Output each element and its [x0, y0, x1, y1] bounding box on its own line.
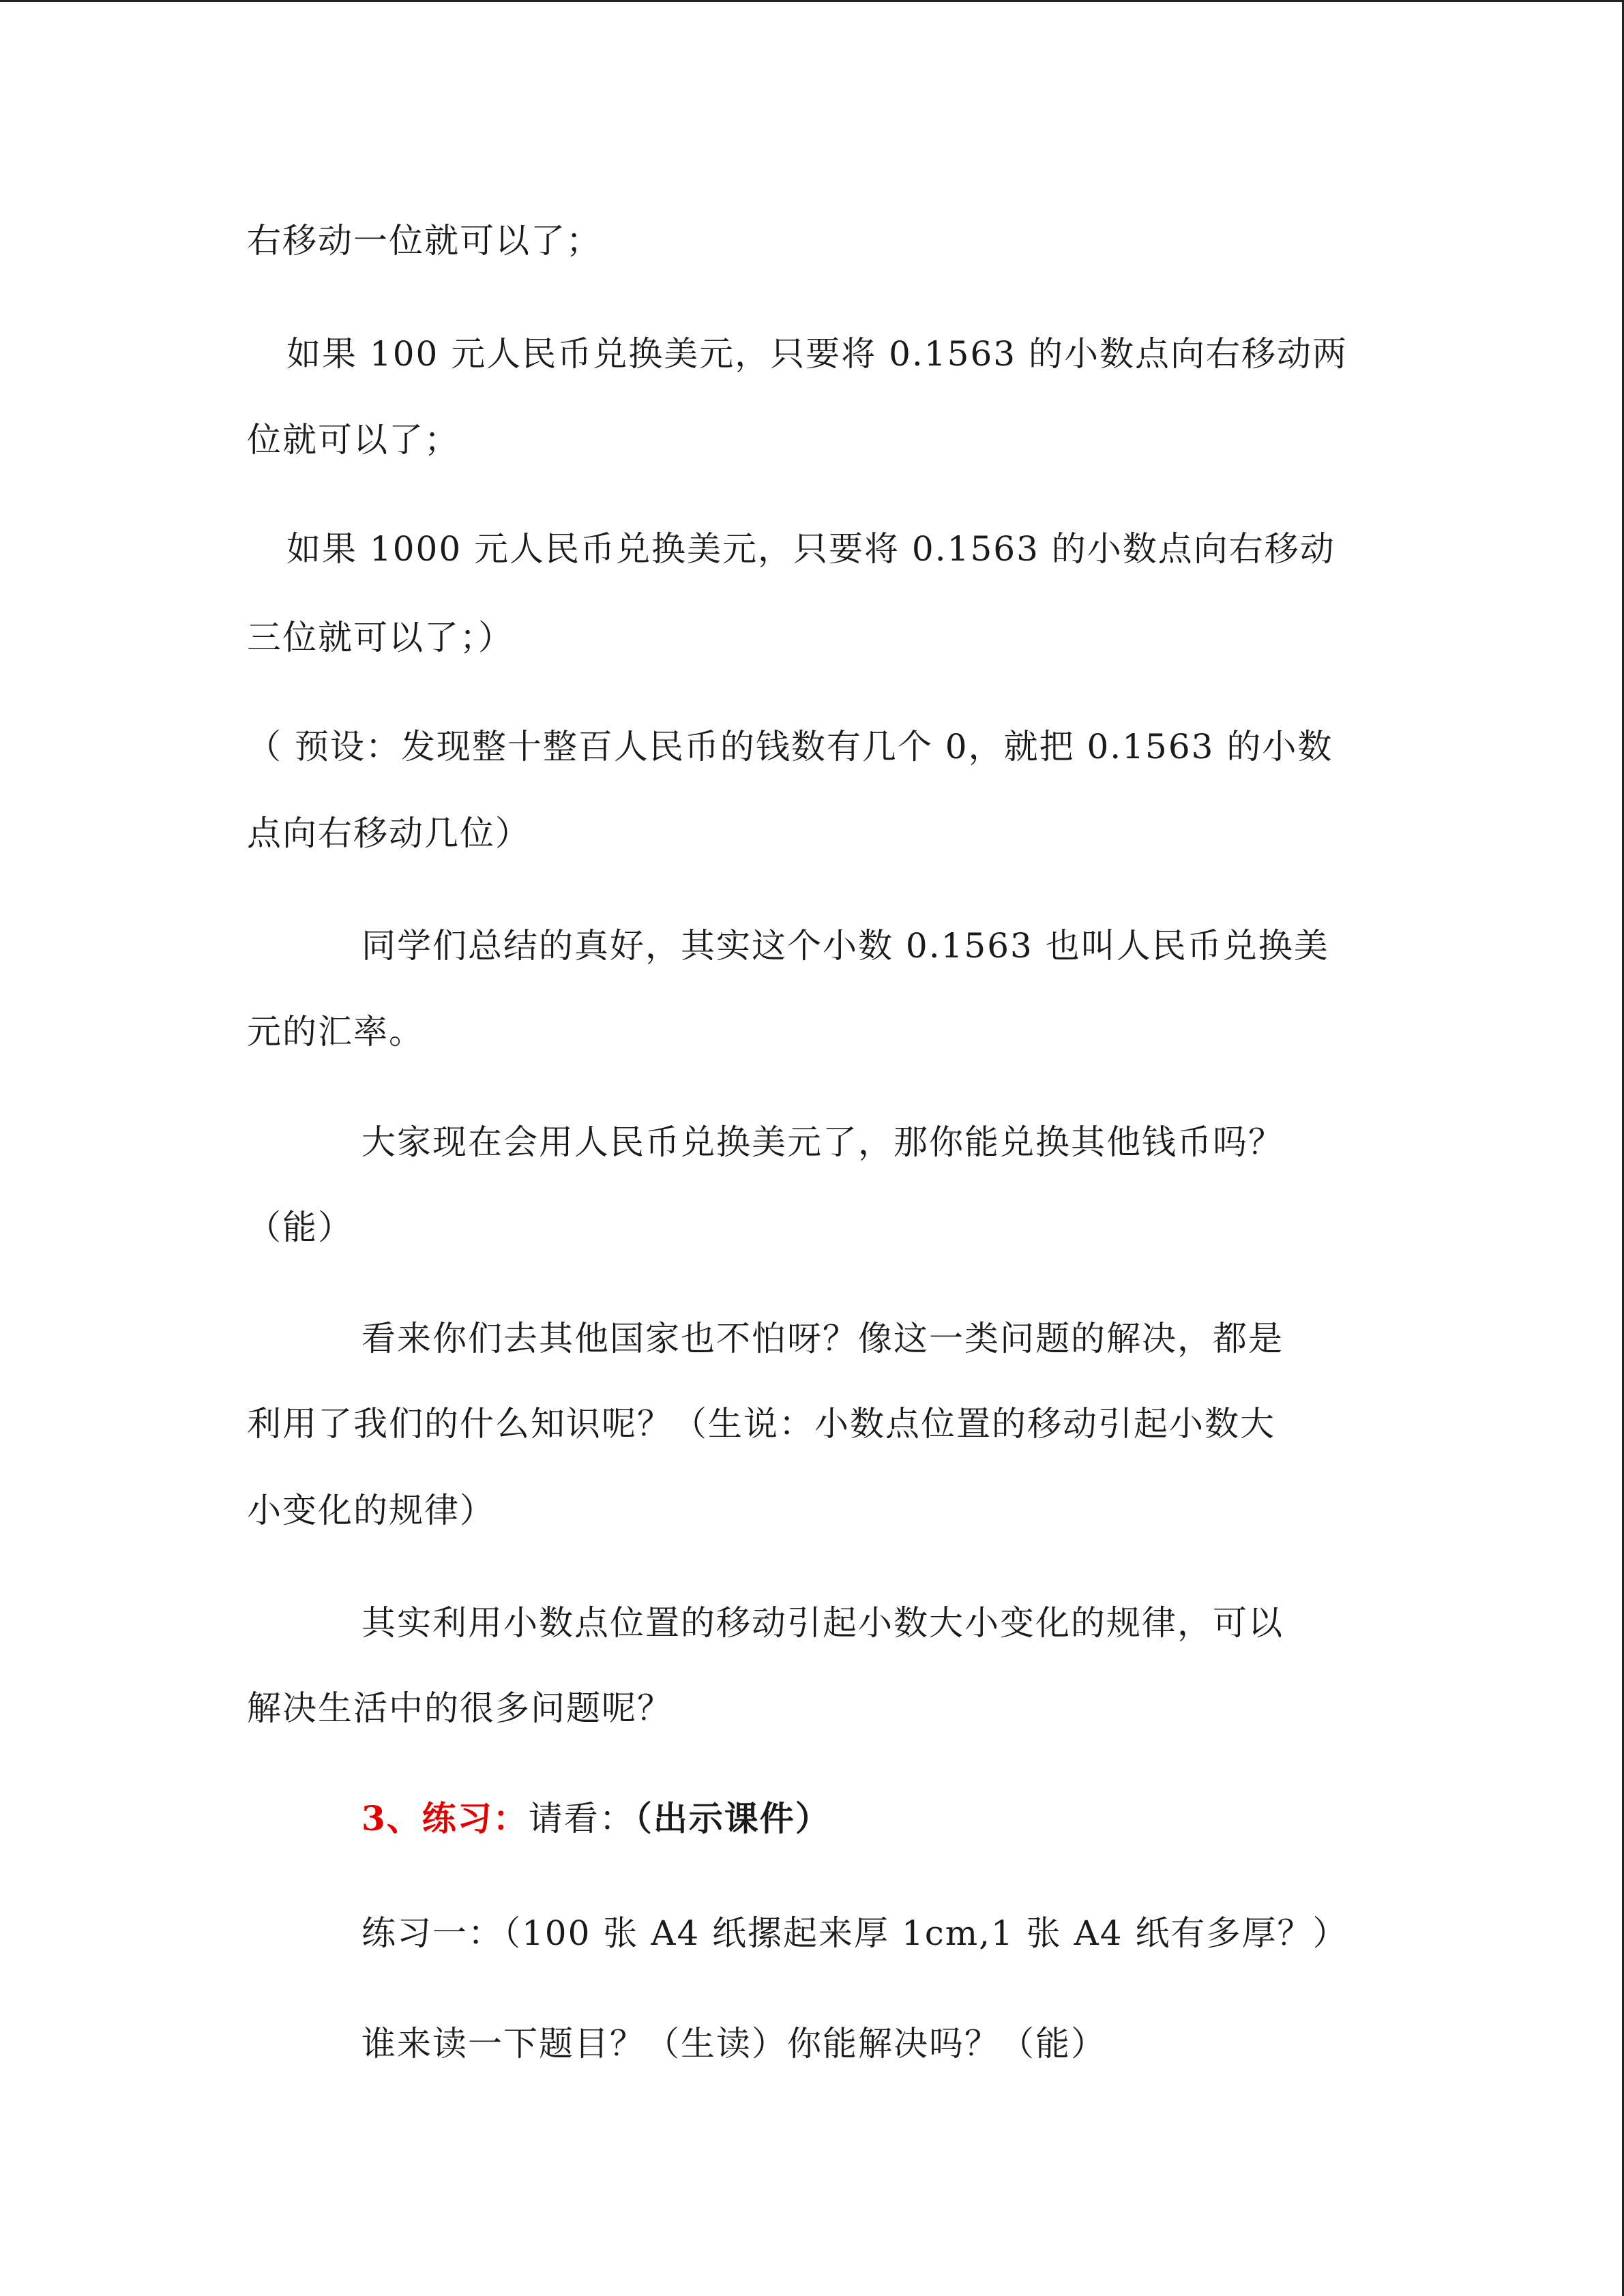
- text-line: 大家现在会用人民币兑换美元了，那你能兑换其他钱币吗？: [361, 1122, 1284, 1162]
- text-line: 小变化的规律）: [247, 1491, 495, 1530]
- text-line: 元的汇率。: [247, 1012, 424, 1052]
- text-line: 看来你们去其他国家也不怕呀？像这一类问题的解决，都是: [361, 1319, 1284, 1358]
- text-line: 谁来读一下题目？（生读）你能解决吗？（能）: [361, 2024, 1106, 2063]
- text-line: 解决生活中的很多问题呢？: [247, 1688, 673, 1728]
- text-line: 其实利用小数点位置的移动引起小数大小变化的规律，可以: [361, 1603, 1284, 1643]
- page-top-border: [0, 0, 1624, 2]
- text-line: 如果 1000 元人民币兑换美元，只要将 0.1563 的小数点向右移动: [286, 529, 1335, 569]
- exercise-heading-note: （出示课件）: [634, 1798, 831, 1838]
- exercise-heading-number: 3、练习：: [361, 1798, 529, 1838]
- exercise-heading-prompt: 请看：: [528, 1799, 635, 1838]
- text-line: 点向右移动几位）: [247, 814, 531, 853]
- text-line: 同学们总结的真好，其实这个小数 0.1563 也叫人民币兑换美: [361, 926, 1329, 966]
- text-line: 练习一：（100 张 A4 纸摞起来厚 1cm,1 张 A4 纸有多厚？）: [361, 1913, 1348, 1953]
- text-line: 三位就可以了；）: [247, 618, 514, 657]
- text-line: （能）: [247, 1208, 353, 1247]
- text-line: 右移动一位就可以了；: [247, 221, 602, 260]
- text-line: 利用了我们的什么知识呢？（生说：小数点位置的移动引起小数大: [247, 1404, 1275, 1444]
- exercise-heading: [361, 1795, 831, 1843]
- text-line: 如果 100 元人民币兑换美元，只要将 0.1563 的小数点向右移动两: [286, 334, 1348, 374]
- text-line: （ 预设：发现整十整百人民币的钱数有几个 0，就把 0.1563 的小数: [247, 727, 1333, 766]
- text-line: 位就可以了；: [247, 420, 460, 460]
